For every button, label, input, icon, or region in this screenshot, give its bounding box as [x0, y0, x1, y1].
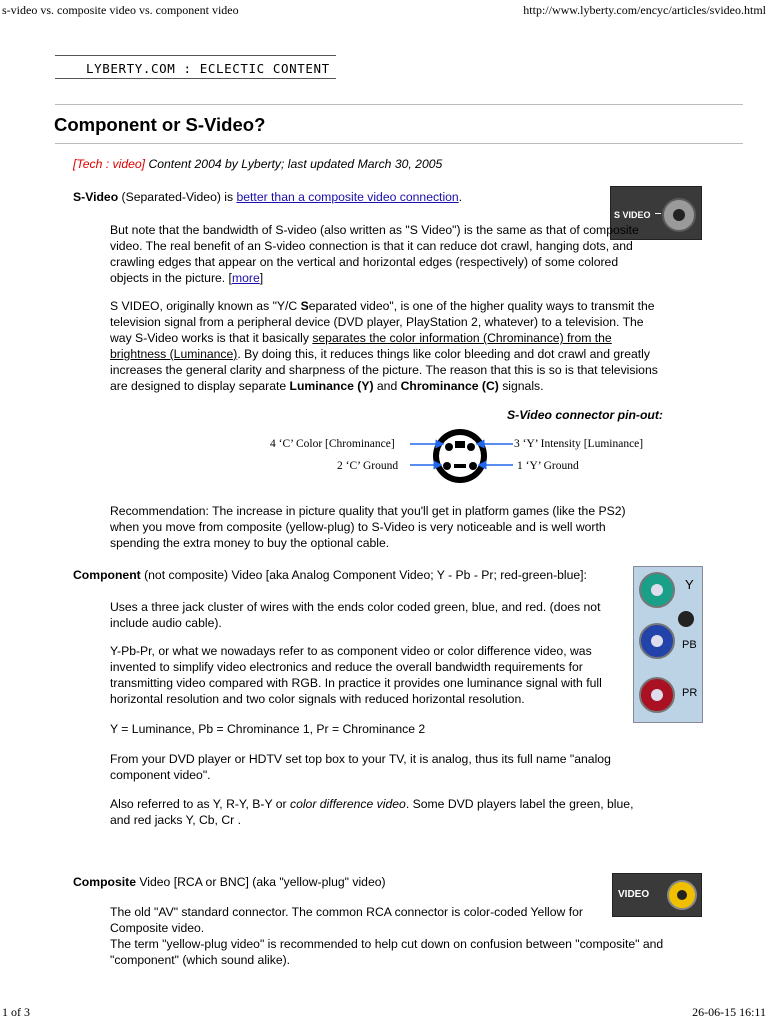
component-paragraph-3: Y = Luminance, Pb = Chrominance 1, Pr = Chrominance 2	[110, 722, 426, 736]
composite-intro	[73, 874, 386, 890]
jack-pr-label: PR	[682, 687, 698, 699]
composite-comparison-link[interactable]: better than a composite video connection	[236, 190, 459, 204]
svideo-p2-a: S VIDEO, originally known as "Y/C	[110, 299, 301, 313]
banner-top-rule	[55, 55, 336, 56]
meta-text: Content 2004 by Lyberty; last updated March 30, 2005	[145, 157, 443, 171]
page-title: Component or S-Video?	[54, 114, 266, 135]
svideo-p2-c: eparated video", is one of the higher quality ways to transmit the television signal from a peripheral device (DVD player, PlayStation 2, whatever) to a television. The way S-Video works is that it basically	[110, 299, 655, 345]
svideo-intro-end: .	[458, 190, 463, 204]
component-paragraph-2: Y-Pb-Pr, or what we nowadays refer to as component video or color difference video, was invented to simplify video electronics and reduce the overall bandwidth requirements for transmitting video compared with RGB. In practice it provides one luminance signal with full horizontal resolution and two color signals with reduced horizontal resolution.	[110, 644, 602, 706]
pin-1-label: 1 ‘Y’ Ground	[517, 460, 579, 472]
composite-intro-text: Video [RCA or BNC] (aka "yellow-plug" video)	[135, 875, 386, 889]
component-intro-text: (not composite) Video [aka Analog Component Video; Y - Pb - Pr; red-green-blue]:	[140, 568, 587, 582]
component-label: Component	[73, 568, 141, 582]
print-header-title: s-video vs. composite video vs. component video	[2, 3, 239, 17]
component-paragraph-1: Uses a three jack cluster of wires with the ends color coded green, blue, and red. (does not include audio cable).	[110, 600, 601, 630]
meta-line	[73, 156, 442, 172]
svideo-p2-and: and	[373, 379, 401, 393]
pinout-title: S-Video connector pin-out:	[507, 408, 663, 422]
yellow-jack-icon	[667, 880, 697, 910]
print-footer-date: 26-06-15 16:11	[692, 1005, 766, 1019]
red-jack-icon	[639, 677, 675, 713]
green-jack-icon	[639, 572, 675, 608]
title-top-rule	[55, 104, 743, 105]
meta-bracket-close: ]	[141, 157, 146, 171]
more-link[interactable]: more	[231, 271, 260, 285]
svideo-p1-text: But note that the bandwidth of S-video (also written as "S Video") is the same as that of composite video. The real benefit of an S-video connection is that it can reduce dot crawl, hanging dots, and crawling edges that appear on the vertical and horizontal edges (respectively) of some colored objects in the picture. [	[110, 223, 639, 285]
site-banner[interactable]: LYBERTY.COM : ECLECTIC CONTENT	[86, 61, 330, 76]
svideo-p1-end: ]	[259, 271, 264, 285]
component-jacks-image	[633, 566, 703, 723]
component-p5-b: . Some DVD players label the green, blue, and red jacks Y, Cb, Cr .	[110, 797, 634, 827]
pin-2-label: 2 ‘C’ Ground	[337, 460, 399, 472]
chrominance-term: Chrominance (C)	[400, 379, 499, 393]
component-intro	[73, 567, 587, 583]
print-footer-page: 1 of 3	[2, 1005, 30, 1019]
component-p5-a: Also referred to as Y, R-Y, B-Y or	[110, 797, 290, 811]
svideo-p2-bold-s: S	[300, 299, 309, 313]
red-jack-core	[651, 689, 663, 701]
meta-bracket-open: [	[73, 157, 77, 171]
mini-jack-icon	[678, 611, 694, 627]
print-header-url: http://www.lyberty.com/encyc/articles/svideo.html	[523, 3, 766, 17]
blue-jack-icon	[639, 623, 675, 659]
component-p5-em: color difference video	[289, 797, 406, 811]
composite-paragraph-2: The term "yellow-plug video" is recommended to help cut down on confusion between "composite" and "component" (which sound alike).	[110, 937, 664, 967]
svideo-paragraph-1	[110, 222, 650, 286]
svideo-socket-hole	[673, 209, 685, 221]
jack-pb-label: PB	[682, 639, 697, 651]
composite-image-label: VIDEO	[618, 889, 650, 900]
component-paragraph-4: From your DVD player or HDTV set top box to your TV, it is analog, thus its full name "analog component video".	[110, 752, 611, 782]
svideo-image-pointer	[655, 213, 661, 214]
svideo-p2-underlined: separates the color information (Chrominance) from the brightness (Luminance)	[110, 331, 612, 361]
banner-bottom-rule	[55, 78, 336, 79]
svideo-image-label: S VIDEO	[614, 210, 651, 220]
luminance-term: Luminance (Y)	[289, 379, 374, 393]
component-paragraph-5	[110, 796, 655, 828]
yellow-jack-core	[677, 890, 687, 900]
composite-paragraph-1: The old "AV" standard connector. The common RCA connector is color-coded Yellow for Composite video.	[110, 905, 583, 935]
pin-4-label: 4 ‘C’ Color [Chrominance]	[270, 438, 395, 450]
meta-tag-link[interactable]: Tech : video	[76, 157, 142, 171]
svideo-socket-icon	[662, 198, 696, 232]
svideo-intro	[73, 189, 462, 205]
blue-jack-core	[651, 635, 663, 647]
green-jack-core	[651, 584, 663, 596]
recommendation-paragraph: Recommendation: The increase in picture quality that you'll get in platform games (like the PS2) when you move from composite (yellow-plug) to S-Video is very noticeable and is well worth spending the extra money to buy the optional cable.	[110, 504, 626, 550]
svideo-pinout-diagram	[405, 420, 515, 495]
pin-3-label: 3 ‘Y’ Intensity [Luminance]	[514, 438, 644, 450]
title-bottom-rule	[55, 143, 743, 144]
jack-y-label: Y	[685, 577, 694, 592]
svideo-paragraph-2	[110, 298, 658, 394]
svideo-intro-text: (Separated-Video) is	[118, 190, 237, 204]
svideo-label: S-Video	[73, 190, 119, 204]
svideo-p2-end: signals.	[498, 379, 544, 393]
composite-label: Composite	[73, 875, 136, 889]
composite-port-image	[612, 873, 702, 917]
svideo-p2-d: . By doing this, it reduces things like color bleeding and dot crawl and greatly increases the general clarity and sharpness of the picture. The reason that this is so is that televisions are designed to display separate	[110, 347, 658, 393]
